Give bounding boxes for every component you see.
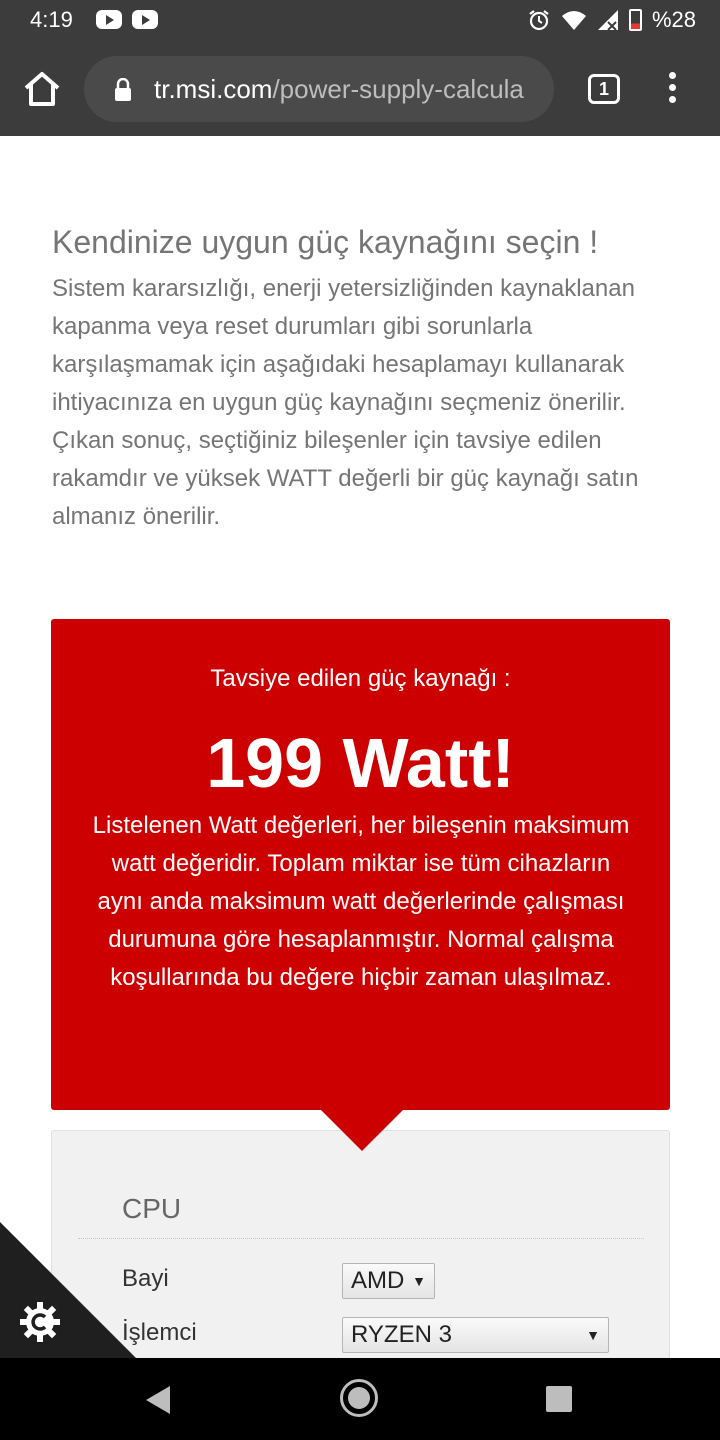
status-bar: [0, 0, 720, 42]
tabs-icon[interactable]: 1: [588, 74, 620, 104]
section-divider: [78, 1238, 644, 1239]
youtube-icon: [132, 10, 158, 29]
url-host: tr.msi.com: [154, 74, 273, 104]
page-content: [0, 136, 720, 1358]
gear-icon[interactable]: [18, 1300, 62, 1344]
youtube-icon: [96, 10, 122, 29]
chevron-down-icon: ▼: [412, 1273, 426, 1289]
status-time: 4:19: [30, 7, 73, 32]
result-watt: 199 Watt!: [206, 724, 515, 802]
wifi-icon: [561, 9, 587, 31]
home-icon[interactable]: [22, 70, 62, 108]
battery-percent: %28: [651, 7, 696, 32]
vendor-select[interactable]: [342, 1263, 435, 1299]
chevron-down-icon: ▼: [586, 1327, 600, 1343]
result-arrow: [321, 1110, 403, 1151]
back-icon[interactable]: [146, 1386, 170, 1414]
result-label: Tavsiye edilen güç kaynağı :: [210, 665, 511, 692]
url-bar[interactable]: [84, 56, 554, 122]
url-text[interactable]: [154, 74, 544, 105]
result-box: [51, 619, 670, 1110]
more-vert-icon[interactable]: [662, 72, 682, 108]
recent-apps-icon[interactable]: [546, 1386, 572, 1412]
browser-toolbar: [0, 42, 720, 136]
result-note: Listelenen Watt değerleri, her bileşenin maksimum watt değeridir. Toplam miktar ise tüm cihazların aynı anda maksimum watt değerlerinde çalışması durumuna göre hesaplanmıştır. Normal çalışma koşullarında bu değere hiçbir zaman ulaşılmaz.: [92, 812, 630, 991]
battery-icon: [629, 9, 642, 31]
signal-icon: [597, 9, 619, 31]
page-title: Kendinize uygun güç kaynağını seçin !: [52, 224, 599, 260]
cpu-form-panel: [51, 1130, 670, 1358]
alarm-icon: [527, 8, 551, 32]
intro-text: Sistem kararsızlığı, enerji yetersizliğinden kaynaklanan kapanma veya reset durumları gibi sorunlarla karşılaşmamak için aşağıdaki hesaplamayı kullanarak ihtiyacınıza en uygun güç kaynağını seçmeniz önerilir. Çıkan sonuç, seçtiğiniz bileşenler için tavsiye edilen rakamdır ve yüksek WATT değerli bir güç kaynağı satın almanız önerilir.: [52, 275, 639, 530]
lock-icon: [114, 78, 132, 102]
navigation-bar: [0, 1358, 720, 1440]
home-circle-icon[interactable]: [340, 1379, 378, 1417]
url-path: /power-supply-calcula: [272, 74, 524, 104]
vendor-label: Bayi: [122, 1265, 169, 1292]
processor-select[interactable]: [342, 1317, 609, 1353]
processor-select-value: RYZEN 3: [351, 1321, 452, 1348]
processor-label: İşlemci: [122, 1319, 197, 1346]
section-title-cpu: CPU: [122, 1193, 182, 1224]
vendor-select-value: AMD: [351, 1267, 405, 1294]
